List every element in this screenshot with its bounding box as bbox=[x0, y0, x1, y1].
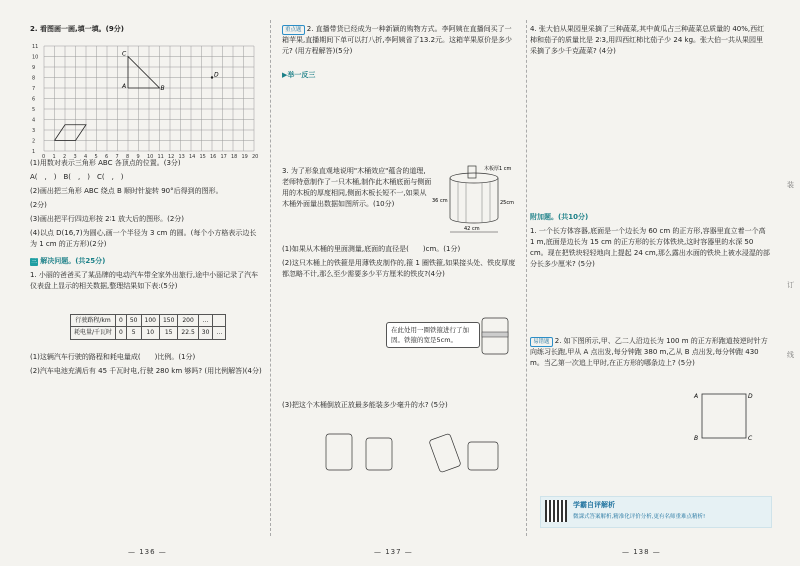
y-tick-label: 11 bbox=[32, 44, 39, 50]
column-divider bbox=[270, 20, 271, 536]
x-tick-label: 6 bbox=[105, 154, 109, 160]
sub-question-4: (4)以点 D(16,7)为圆心,画一个半径为 3 cm 的圆。(每个小方格表示边长为 1 cm 的正方形)(2分) bbox=[30, 229, 257, 248]
section-badge: 三 bbox=[30, 258, 37, 265]
barrel-pour-diagrams bbox=[322, 418, 512, 478]
question-2-text: 2. 直播带货已经成为一种新颖的购物方式。李阿姨在直播间买了一箱苹果,直播期间下单可以打八折,李阿姨省了13.2元。这箱苹果原价是多少元? (用方程解答)(5分) bbox=[282, 25, 513, 55]
answer-blanks[interactable]: A( , ) B( , ) C( , ) bbox=[30, 173, 124, 181]
y-tick-label: 3 bbox=[32, 128, 36, 134]
x-tick-label: 0 bbox=[42, 154, 46, 160]
question-title: 2. 看图画一画,填一填。(9分) bbox=[30, 25, 124, 33]
sub-question-2: (2)画出把三角形 ABC 绕点 B 顺时针旋转 90°后得到的图形。 bbox=[30, 187, 223, 195]
triangle-abc bbox=[128, 57, 160, 89]
y-tick-label: 2 bbox=[32, 138, 36, 145]
x-tick-label: 14 bbox=[189, 154, 196, 160]
x-tick-label: 17 bbox=[220, 154, 227, 160]
question-3-text: 3. 为了形象直观地说明"木桶效应"蕴含的道理,老师特意制作了一只木桶,制作此木桶底面与侧面用的木板的厚度相同,侧面木板长短不一,如果从木桶外面量出数据如图所示。(10分) bbox=[282, 167, 432, 208]
page-138 bbox=[530, 0, 780, 566]
binding-char: 装 bbox=[787, 181, 794, 189]
x-tick-label: 19 bbox=[241, 154, 248, 160]
qr-code-icon[interactable] bbox=[545, 500, 567, 522]
question-1-part-1: (1)这辆汽车行驶的路程和耗电量成( )比例。(1分) bbox=[30, 353, 196, 361]
binding-char: 订 bbox=[787, 281, 794, 289]
question-3-part-1: (1)如果从木桶的里面测量,底面的直径是( )cm。(1分) bbox=[282, 245, 461, 253]
question-3-part-3: (3)把这个木桶倒放正放最多能装多少毫升的水? (5分) bbox=[282, 401, 448, 409]
y-tick-label: 10 bbox=[32, 54, 39, 61]
y-tick-label: 5 bbox=[32, 107, 36, 113]
x-tick-label: 16 bbox=[210, 154, 217, 160]
x-tick-label: 5 bbox=[94, 154, 98, 160]
row-label: 耗电量/千瓦时 bbox=[71, 327, 116, 339]
x-tick-label: 1 bbox=[52, 154, 56, 160]
thickness-label: 木板厚1 cm bbox=[484, 166, 512, 172]
height-label: 36 cm bbox=[432, 198, 448, 204]
x-tick-label: 9 bbox=[136, 154, 140, 160]
x-tick-label: 2 bbox=[63, 154, 67, 160]
page-number: — 138 — bbox=[622, 548, 661, 557]
y-tick-label: 6 bbox=[32, 96, 36, 103]
x-tick-label: 18 bbox=[231, 154, 238, 160]
y-tick-label: 9 bbox=[32, 65, 36, 71]
section-title: 解决问题。(共25分) bbox=[40, 257, 106, 265]
corner-b-label: B bbox=[694, 435, 699, 442]
sub-question-3: (3)画出把平行四边形按 2∶1 放大后的图形。(2分) bbox=[30, 215, 185, 223]
bonus-question-2: 2. 如下图所示,甲、乙二人沿边长为 100 m 的正方形跑道按逆时针方向练习长跑,甲从 A 点出发,每分钟跑 380 m,乙从 B 点出发,每分钟跑 430 m。当乙第一次追上甲时,在正方形的哪条边上? (5分) bbox=[530, 337, 768, 367]
y-tick-label: 4 bbox=[32, 117, 36, 124]
question-1-part-2: (2)汽车电池充满后有 45 千瓦时电,行驶 280 km 够吗? (用比例解答)(4分) bbox=[30, 367, 262, 375]
parallelogram bbox=[55, 125, 87, 141]
column-divider bbox=[526, 20, 527, 536]
point-d bbox=[211, 76, 213, 78]
error-prone-tag: 易错题 bbox=[530, 337, 553, 347]
barrel-hoop-icon bbox=[478, 312, 514, 358]
barrel-diagram bbox=[432, 160, 522, 236]
bonus-section-title: 附加题。(共10分) bbox=[530, 213, 589, 221]
corner-a-label: A bbox=[694, 393, 699, 400]
x-tick-label: 12 bbox=[168, 154, 175, 160]
x-tick-label: 10 bbox=[147, 154, 154, 160]
point-c-label: C bbox=[122, 50, 127, 58]
diameter-label: 42 cm bbox=[464, 226, 480, 232]
x-tick-label: 7 bbox=[115, 154, 119, 160]
callout-bubble: 在此处用一圈铁箍进行了加固。铁箍的宽是5cm。 bbox=[386, 322, 480, 348]
y-tick-label: 1 bbox=[32, 149, 36, 155]
coordinate-grid bbox=[30, 42, 266, 160]
square-track-diagram bbox=[690, 388, 760, 444]
point-b-label: B bbox=[160, 85, 165, 92]
x-tick-label: 11 bbox=[157, 154, 164, 160]
banner-title: 学霸自评解析 bbox=[573, 501, 615, 509]
corner-d-label: D bbox=[748, 393, 753, 400]
data-table bbox=[70, 314, 226, 340]
short-board-label: 25cm bbox=[500, 200, 514, 206]
page-number: — 137 — bbox=[374, 548, 413, 557]
point-a-label: A bbox=[122, 83, 127, 90]
y-tick-label: 8 bbox=[32, 75, 36, 82]
x-tick-label: 3 bbox=[73, 154, 77, 160]
table-row: 行驶路程/km 0 50 100 150 200 … bbox=[71, 315, 226, 327]
x-tick-label: 13 bbox=[178, 154, 185, 160]
binding-char: 线 bbox=[787, 351, 794, 359]
score-note: (2分) bbox=[30, 201, 47, 209]
question-3-part-2: (2)这只木桶上的铁箍是用薄铁皮制作的,箍 1 圈铁箍,如果接头处、铁皮厚度都忽略不计,那么至少需要多少平方厘米的铁皮?(4分) bbox=[282, 259, 516, 278]
table-row: 耗电量/千瓦时 0 5 10 15 22.5 30 … bbox=[71, 327, 226, 339]
x-tick-label: 8 bbox=[126, 154, 130, 160]
question-1-text: 1. 小丽的爸爸买了某品牌的电动汽车带全家外出旅行,途中小丽记录了汽车仪表盘上显示的相关数据,整理结果如下表:(5分) bbox=[30, 271, 259, 290]
x-tick-label: 4 bbox=[84, 154, 88, 160]
page-136 bbox=[30, 0, 262, 566]
question-4-text: 4. 张大伯从果园里采摘了三种蔬菜,其中黄瓜占三种蔬菜总质量的 40%,西红柿和茄子的质量比是 2∶3,用四西红柿比茄子少 24 kg。张大伯一共从果园里采摘了多少千克蔬菜? (4分) bbox=[530, 25, 765, 55]
related-practice-link[interactable]: ▶举一反三 bbox=[282, 71, 316, 79]
banner-subtitle: 微課式答案解析,精准化评价分析,更有名师重难点精析! bbox=[573, 514, 706, 520]
corner-c-label: C bbox=[748, 435, 753, 442]
x-tick-label: 15 bbox=[199, 154, 206, 160]
self-assessment-banner[interactable] bbox=[540, 496, 772, 528]
page-number: — 136 — bbox=[128, 548, 167, 557]
key-question-tag: 重点题 bbox=[282, 25, 305, 35]
bonus-question-1: 1. 一个长方体容器,底面是一个边长为 60 cm 的正方形,容器里直立着一个高 1 m,底面是边长为 15 cm 的正方形的长方体铁块,这时容器里的水深 50 cm。现在把铁块轻轻地向上提起 24 cm,那么露出水面的铁块上被水浸湿的部分长多少厘米? (5分) bbox=[530, 227, 770, 268]
page-137 bbox=[282, 0, 522, 566]
point-d-label: D bbox=[214, 71, 219, 79]
sub-question-1: (1)用数对表示三角形 ABC 各顶点的位置。(3分) bbox=[30, 159, 181, 167]
y-tick-label: 7 bbox=[32, 86, 36, 92]
x-tick-label: 20 bbox=[252, 154, 259, 160]
row-label: 行驶路程/km bbox=[71, 315, 116, 327]
